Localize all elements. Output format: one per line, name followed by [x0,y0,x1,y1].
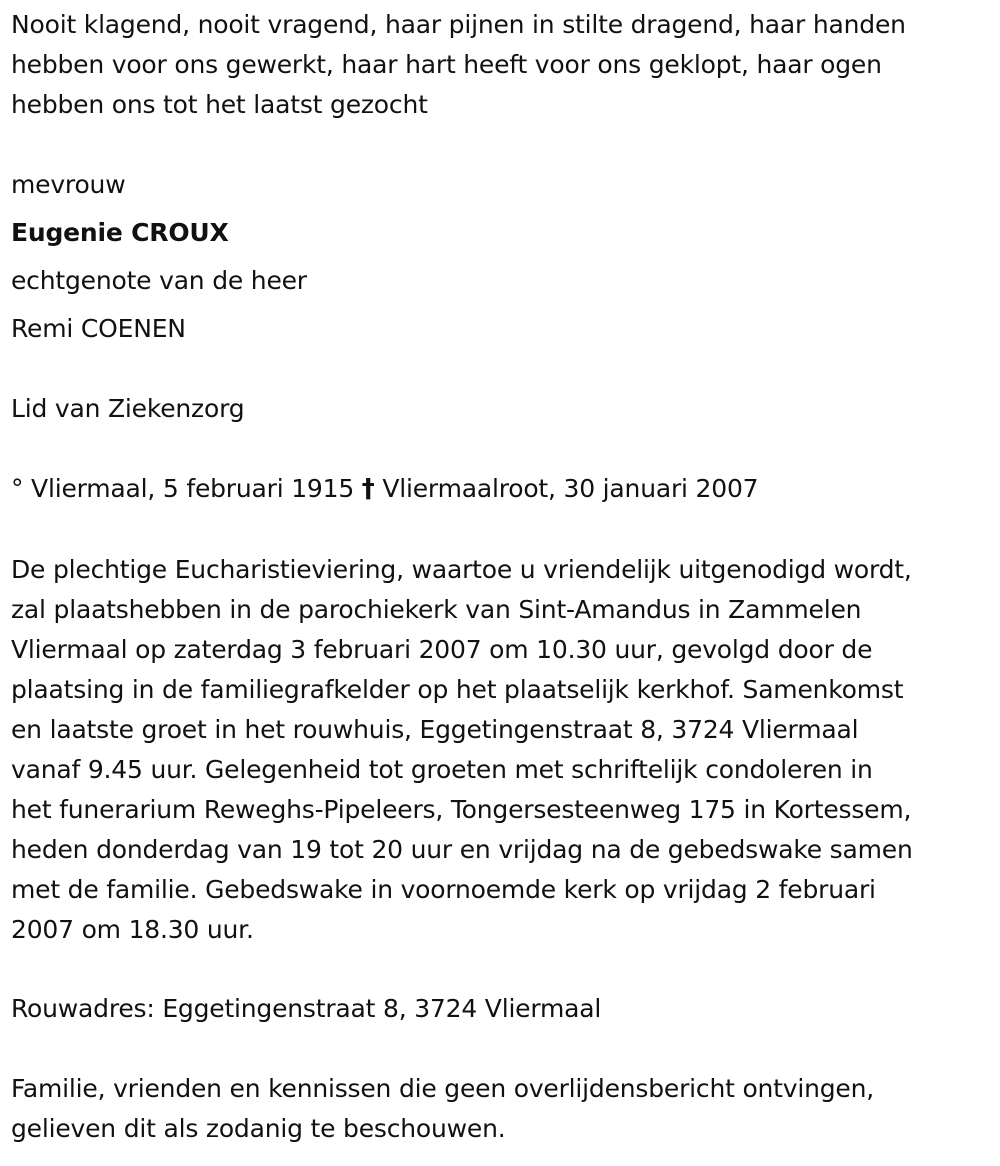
intro-line: hebben voor ons gewerkt, haar hart heeft voor ons geklopt, haar ogen [11,50,882,79]
closing-line: gelieven dit als zodanig te beschouwen. [11,1114,506,1143]
salutation: mevrouw [11,170,126,199]
ceremony-line: De plechtige Eucharistieviering, waartoe u vriendelijk uitgenodigd wordt, [11,555,912,584]
ceremony-line: en laatste groet in het rouwhuis, Eggetingenstraat 8, 3724 Vliermaal [11,715,859,744]
relation: echtgenote van de heer [11,266,307,295]
ceremony-line: heden donderdag van 19 tot 20 uur en vrijdag na de gebedswake samen [11,835,913,864]
membership: Lid van Ziekenzorg [11,394,245,423]
intro-line: hebben ons tot het laatst gezocht [11,90,428,119]
closing-line: Familie, vrienden en kennissen die geen overlijdensbericht ontvingen, [11,1074,875,1103]
death-date: Vliermaalroot, 30 januari 2007 [382,474,759,503]
life-dates [11,469,758,509]
deceased-name: Eugenie CROUX [11,218,229,247]
intro-line: Nooit klagend, nooit vragend, haar pijnen in stilte dragend, haar handen [11,10,906,39]
ceremony-line: met de familie. Gebedswake in voornoemde kerk op vrijdag 2 februari [11,875,876,904]
spouse-name: Remi COENEN [11,314,186,343]
ceremony-line: 2007 om 18.30 uur. [11,915,254,944]
mourning-address: Rouwadres: Eggetingenstraat 8, 3724 Vliermaal [11,994,602,1023]
ceremony-line: Vliermaal op zaterdag 3 februari 2007 om 10.30 uur, gevolgd door de [11,635,873,664]
cross-icon: † [361,474,375,504]
ceremony-line: zal plaatshebben in de parochiekerk van Sint-Amandus in Zammelen [11,595,862,624]
ceremony-line: vanaf 9.45 uur. Gelegenheid tot groeten met schriftelijk condoleren in [11,755,873,784]
birth-date: ° Vliermaal, 5 februari 1915 [11,474,355,503]
ceremony-line: het funerarium Reweghs-Pipeleers, Tongersesteenweg 175 in Kortessem, [11,795,912,824]
ceremony-line: plaatsing in de familiegrafkelder op het plaatselijk kerkhof. Samenkomst [11,675,904,704]
